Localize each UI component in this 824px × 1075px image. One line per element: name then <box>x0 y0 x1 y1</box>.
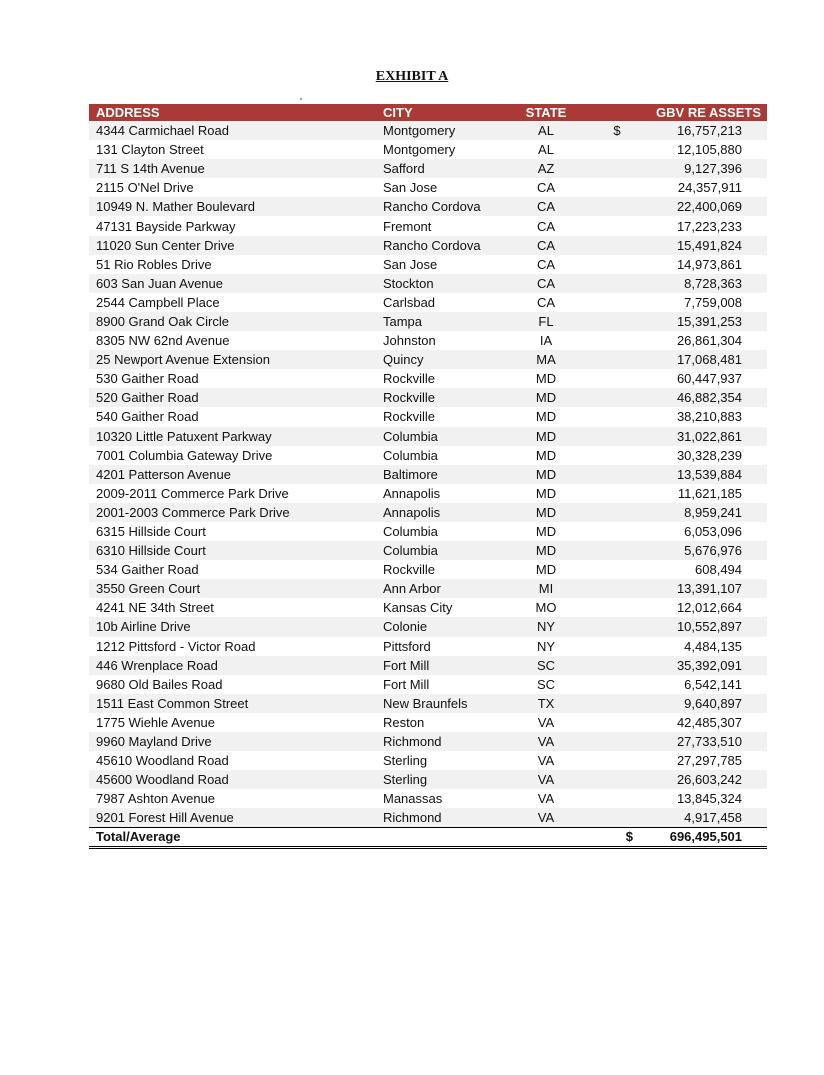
cell-state: MD <box>505 388 587 407</box>
table-row <box>89 197 767 216</box>
cell-value: 30,328,239 <box>647 446 767 465</box>
cell-currency <box>587 350 647 369</box>
cell-currency <box>587 808 647 828</box>
cell-address: 4241 NE 34th Street <box>89 598 383 617</box>
cell-currency <box>587 598 647 617</box>
total-label: Total/Average <box>89 828 383 848</box>
cell-state: AL <box>505 121 587 140</box>
cell-state: FL <box>505 312 587 331</box>
cell-address: 1212 Pittsford - Victor Road <box>89 637 383 656</box>
cell-currency <box>587 579 647 598</box>
cell-address: 45600 Woodland Road <box>89 770 383 789</box>
cell-address: 711 S 14th Avenue <box>89 159 383 178</box>
cell-currency <box>587 216 647 235</box>
cell-address: 51 Rio Robles Drive <box>89 255 383 274</box>
header-gbv-re-assets: GBV RE ASSETS <box>587 104 767 121</box>
cell-address: 25 Newport Avenue Extension <box>89 350 383 369</box>
cell-state: NY <box>505 637 587 656</box>
cell-value: 14,973,861 <box>647 255 767 274</box>
cell-currency <box>587 197 647 216</box>
cell-state: VA <box>505 732 587 751</box>
cell-address: 4201 Patterson Avenue <box>89 465 383 484</box>
cell-city: Reston <box>383 713 505 732</box>
cell-address: 4344 Carmichael Road <box>89 121 383 140</box>
cell-city: Rockville <box>383 369 505 388</box>
cell-state: MD <box>505 465 587 484</box>
cell-value: 608,494 <box>647 560 767 579</box>
cell-currency <box>587 637 647 656</box>
cell-state: MA <box>505 350 587 369</box>
cell-state: AZ <box>505 159 587 178</box>
cell-city: Pittsford <box>383 637 505 656</box>
cell-value: 5,676,976 <box>647 541 767 560</box>
cell-city: Montgomery <box>383 121 505 140</box>
cell-state: SC <box>505 675 587 694</box>
table-row <box>89 637 767 656</box>
cell-city: Rockville <box>383 560 505 579</box>
cell-value: 7,759,008 <box>647 293 767 312</box>
cell-state: CA <box>505 216 587 235</box>
cell-city: Rancho Cordova <box>383 236 505 255</box>
cell-currency <box>587 675 647 694</box>
table-row <box>89 140 767 159</box>
cell-value: 31,022,861 <box>647 427 767 446</box>
cell-value: 60,447,937 <box>647 369 767 388</box>
cell-address: 540 Gaither Road <box>89 407 383 426</box>
cell-city: Rancho Cordova <box>383 197 505 216</box>
header-city: CITY <box>383 104 505 121</box>
cell-state: MD <box>505 522 587 541</box>
cell-currency <box>587 159 647 178</box>
cell-state: CA <box>505 274 587 293</box>
cell-state: CA <box>505 255 587 274</box>
cell-currency <box>587 770 647 789</box>
table-row <box>89 770 767 789</box>
cell-address: 131 Clayton Street <box>89 140 383 159</box>
table-row <box>89 427 767 446</box>
cell-value: 38,210,883 <box>647 407 767 426</box>
cell-value: 8,959,241 <box>647 503 767 522</box>
cell-address: 7001 Columbia Gateway Drive <box>89 446 383 465</box>
cell-city: Colonie <box>383 617 505 636</box>
cell-state: CA <box>505 236 587 255</box>
cell-address: 3550 Green Court <box>89 579 383 598</box>
table-row <box>89 579 767 598</box>
cell-currency <box>587 236 647 255</box>
table-row <box>89 465 767 484</box>
cell-city: Annapolis <box>383 484 505 503</box>
assets-table <box>89 104 767 849</box>
cell-value: 27,297,785 <box>647 751 767 770</box>
cell-city: Richmond <box>383 732 505 751</box>
cell-city: Ann Arbor <box>383 579 505 598</box>
cell-city: Annapolis <box>383 503 505 522</box>
table-row <box>89 369 767 388</box>
cell-currency <box>587 255 647 274</box>
cell-value: 12,012,664 <box>647 598 767 617</box>
cell-address: 10320 Little Patuxent Parkway <box>89 427 383 446</box>
table-row <box>89 560 767 579</box>
cell-address: 8305 NW 62nd Avenue <box>89 331 383 350</box>
cell-state: MD <box>505 407 587 426</box>
cell-state: SC <box>505 656 587 675</box>
cell-address: 534 Gaither Road <box>89 560 383 579</box>
cell-value: 11,621,185 <box>647 484 767 503</box>
cell-currency <box>587 617 647 636</box>
cell-currency <box>587 656 647 675</box>
cell-currency <box>587 312 647 331</box>
cell-address: 1775 Wiehle Avenue <box>89 713 383 732</box>
table-row <box>89 522 767 541</box>
cell-city: Kansas City <box>383 598 505 617</box>
cell-value: 35,392,091 <box>647 656 767 675</box>
cell-city: Baltimore <box>383 465 505 484</box>
cell-city: New Braunfels <box>383 694 505 713</box>
total-city <box>383 828 505 848</box>
cell-city: Sterling <box>383 770 505 789</box>
cell-address: 520 Gaither Road <box>89 388 383 407</box>
cell-state: AL <box>505 140 587 159</box>
cell-currency <box>587 178 647 197</box>
cell-address: 10949 N. Mather Boulevard <box>89 197 383 216</box>
cell-city: Quincy <box>383 350 505 369</box>
table-row <box>89 121 767 140</box>
cell-state: MD <box>505 541 587 560</box>
cell-address: 9201 Forest Hill Avenue <box>89 808 383 828</box>
header-address: ADDRESS <box>89 104 383 121</box>
cell-city: San Jose <box>383 255 505 274</box>
cell-currency <box>587 503 647 522</box>
cell-city: Safford <box>383 159 505 178</box>
cell-city: Manassas <box>383 789 505 808</box>
cell-city: Columbia <box>383 427 505 446</box>
cell-address: 2544 Campbell Place <box>89 293 383 312</box>
cell-currency <box>587 465 647 484</box>
cell-value: 4,917,458 <box>647 808 767 828</box>
cell-value: 4,484,135 <box>647 637 767 656</box>
cell-value: 26,603,242 <box>647 770 767 789</box>
cell-currency <box>587 274 647 293</box>
cell-address: 9680 Old Bailes Road <box>89 675 383 694</box>
table-row <box>89 274 767 293</box>
cell-state: CA <box>505 293 587 312</box>
cell-state: CA <box>505 197 587 216</box>
table-row <box>89 694 767 713</box>
total-value: 696,495,501 <box>647 828 767 848</box>
cell-address: 2001-2003 Commerce Park Drive <box>89 503 383 522</box>
table-row <box>89 675 767 694</box>
total-currency: $ <box>587 828 647 848</box>
cell-value: 9,640,897 <box>647 694 767 713</box>
table-row <box>89 713 767 732</box>
cell-address: 6310 Hillside Court <box>89 541 383 560</box>
cell-city: Fort Mill <box>383 656 505 675</box>
cell-value: 13,391,107 <box>647 579 767 598</box>
cell-city: San Jose <box>383 178 505 197</box>
table-header-row <box>89 104 767 121</box>
cell-city: Montgomery <box>383 140 505 159</box>
cell-value: 26,861,304 <box>647 331 767 350</box>
cell-state: MI <box>505 579 587 598</box>
cell-value: 15,491,824 <box>647 236 767 255</box>
cell-state: IA <box>505 331 587 350</box>
cell-city: Fremont <box>383 216 505 235</box>
cell-city: Stockton <box>383 274 505 293</box>
cell-state: MD <box>505 503 587 522</box>
table-row <box>89 541 767 560</box>
cell-currency <box>587 751 647 770</box>
cell-value: 22,400,069 <box>647 197 767 216</box>
cell-address: 11020 Sun Center Drive <box>89 236 383 255</box>
cell-city: Johnston <box>383 331 505 350</box>
table-row <box>89 598 767 617</box>
table-row <box>89 732 767 751</box>
cell-value: 8,728,363 <box>647 274 767 293</box>
cell-currency <box>587 732 647 751</box>
cell-currency <box>587 694 647 713</box>
cell-value: 10,552,897 <box>647 617 767 636</box>
page-title: EXHIBIT A <box>375 69 449 84</box>
table-row <box>89 503 767 522</box>
cell-state: VA <box>505 713 587 732</box>
stray-dot <box>300 98 302 100</box>
cell-value: 6,053,096 <box>647 522 767 541</box>
cell-city: Tampa <box>383 312 505 331</box>
header-state: STATE <box>505 104 587 121</box>
cell-state: TX <box>505 694 587 713</box>
cell-state: VA <box>505 751 587 770</box>
cell-value: 12,105,880 <box>647 140 767 159</box>
cell-value: 46,882,354 <box>647 388 767 407</box>
cell-currency <box>587 407 647 426</box>
table-row <box>89 789 767 808</box>
cell-value: 17,223,233 <box>647 216 767 235</box>
cell-value: 9,127,396 <box>647 159 767 178</box>
cell-state: MD <box>505 484 587 503</box>
cell-currency <box>587 541 647 560</box>
cell-address: 9960 Mayland Drive <box>89 732 383 751</box>
cell-address: 603 San Juan Avenue <box>89 274 383 293</box>
table-row <box>89 350 767 369</box>
cell-city: Richmond <box>383 808 505 828</box>
cell-city: Columbia <box>383 522 505 541</box>
cell-address: 530 Gaither Road <box>89 369 383 388</box>
table-row <box>89 255 767 274</box>
cell-value: 27,733,510 <box>647 732 767 751</box>
table-row <box>89 407 767 426</box>
table-row <box>89 236 767 255</box>
cell-value: 17,068,481 <box>647 350 767 369</box>
cell-state: MD <box>505 446 587 465</box>
cell-currency <box>587 388 647 407</box>
cell-state: MD <box>505 427 587 446</box>
table-body <box>89 121 767 828</box>
cell-currency <box>587 522 647 541</box>
cell-currency <box>587 446 647 465</box>
cell-city: Rockville <box>383 388 505 407</box>
table-row <box>89 656 767 675</box>
table-row <box>89 808 767 828</box>
cell-currency <box>587 427 647 446</box>
cell-currency: $ <box>587 121 647 140</box>
table-row <box>89 751 767 770</box>
cell-currency <box>587 789 647 808</box>
cell-address: 45610 Woodland Road <box>89 751 383 770</box>
cell-address: 47131 Bayside Parkway <box>89 216 383 235</box>
cell-currency <box>587 713 647 732</box>
table-row <box>89 178 767 197</box>
cell-address: 8900 Grand Oak Circle <box>89 312 383 331</box>
cell-state: MD <box>505 560 587 579</box>
cell-address: 2009-2011 Commerce Park Drive <box>89 484 383 503</box>
table-row <box>89 293 767 312</box>
cell-value: 13,539,884 <box>647 465 767 484</box>
table-row <box>89 216 767 235</box>
cell-address: 6315 Hillside Court <box>89 522 383 541</box>
table-row <box>89 617 767 636</box>
cell-city: Rockville <box>383 407 505 426</box>
cell-city: Fort Mill <box>383 675 505 694</box>
cell-state: MO <box>505 598 587 617</box>
cell-address: 7987 Ashton Avenue <box>89 789 383 808</box>
cell-city: Columbia <box>383 541 505 560</box>
table-row <box>89 331 767 350</box>
cell-currency <box>587 293 647 312</box>
total-state <box>505 828 587 848</box>
cell-city: Carlsbad <box>383 293 505 312</box>
cell-address: 446 Wrenplace Road <box>89 656 383 675</box>
cell-value: 6,542,141 <box>647 675 767 694</box>
cell-currency <box>587 369 647 388</box>
cell-currency <box>587 484 647 503</box>
cell-state: VA <box>505 789 587 808</box>
table-row <box>89 312 767 331</box>
cell-state: NY <box>505 617 587 636</box>
cell-currency <box>587 560 647 579</box>
table-row <box>89 388 767 407</box>
cell-state: CA <box>505 178 587 197</box>
cell-value: 42,485,307 <box>647 713 767 732</box>
cell-value: 15,391,253 <box>647 312 767 331</box>
cell-state: VA <box>505 770 587 789</box>
cell-currency <box>587 140 647 159</box>
cell-address: 1511 East Common Street <box>89 694 383 713</box>
cell-city: Columbia <box>383 446 505 465</box>
cell-address: 2115 O'Nel Drive <box>89 178 383 197</box>
table-row <box>89 484 767 503</box>
table-row <box>89 446 767 465</box>
cell-currency <box>587 331 647 350</box>
cell-city: Sterling <box>383 751 505 770</box>
cell-value: 24,357,911 <box>647 178 767 197</box>
cell-value: 16,757,213 <box>647 121 767 140</box>
total-row <box>89 828 767 848</box>
cell-value: 13,845,324 <box>647 789 767 808</box>
table-row <box>89 159 767 178</box>
cell-address: 10b Airline Drive <box>89 617 383 636</box>
cell-state: MD <box>505 369 587 388</box>
cell-state: VA <box>505 808 587 828</box>
